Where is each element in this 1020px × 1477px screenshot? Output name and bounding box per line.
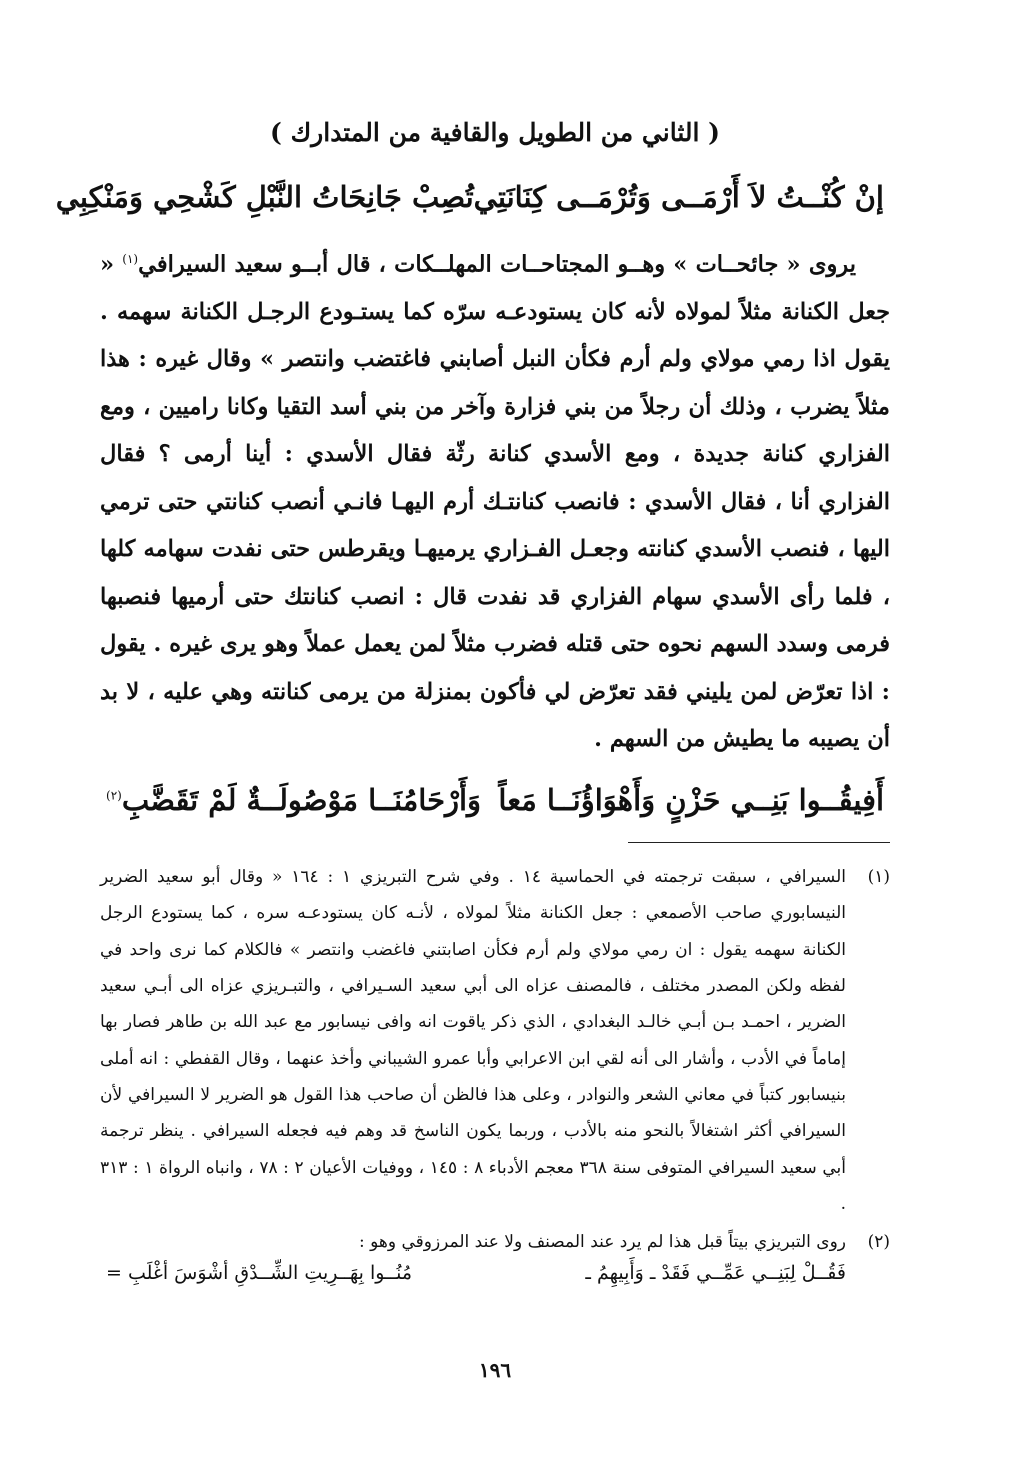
commentary-paragraph bbox=[100, 236, 890, 764]
footnote-1 bbox=[100, 859, 890, 1222]
footnote-separator bbox=[628, 842, 890, 843]
footnote-2-text: روى التبريزي بيتاً قبل هذا لم يرد عند المصنف ولا عند المرزوقي وهو : bbox=[358, 1232, 846, 1253]
footnote-ref-1: (١) bbox=[122, 251, 139, 266]
footnote-2-verse-second: مُنُــوا بِهَــرِيتِ الشِّــدْقِ أشْوَسَ أغْلَبِ = bbox=[106, 1262, 413, 1285]
footnote-2-verse-first: فَقُــلْ لِبَنِــي عَمِّــي فَقَدْ ـ وَأَبِيهِمُ ـ bbox=[585, 1262, 846, 1285]
verse-2-second-hemistich-wrap bbox=[106, 780, 481, 821]
footnote-2 bbox=[100, 1228, 890, 1289]
commentary-text: « جعل الكنانة مثلاً لمولاه لأنه كان يستودعـه سرّه كما يستـودع الرجـل الكنانة سهمه . يقول اذا رمي مولاي ولم أرم فكأن النبل أصابني فاغتضب وانتصر » وقال غيره : هذا مثلاً يضرب ، وذلك أن رجلاً من بني فزارة وآخر من بني أسد التقيا وكانا راميين ، ومع الفزاري كنانة جديدة ، ومع الأسدي كنانة رثّة فقال الأسدي : أينا أرمى ؟ فقال الفزاري أنا ، فقال الأسدي : فانصب كنانتـك أرم اليهـا فانـي أنصب كنانتي حتى ترمي اليها ، فنصب الأسدي كنانته وجعـل الفـزاري يرميهـا ويقرطس حتى نفدت سهامه كلها ، فلما رأى الأسدي سهام الفزاري قد نفدت قال : انصب كنانتك حتى أرميها فنصبها فرمى وسدد السهم نحوه حتى قتله فضرب مثلاً لمن يعمل عملاً وهو يرى غيره . يقول : اذا تعرّض لمن يليني فقد تعرّض لي فأكون بمنزلة من يرمى كنانته وهي عليه ، لا بد أن يصيبه ما يطيش من السهم . bbox=[100, 251, 890, 753]
footnote-ref-2: (٢) bbox=[106, 787, 122, 802]
verse-2-second-hemistich: وَأَرْحَامُنَــا مَوْصُولَــةٌ لَمْ تَقَضَّبِ bbox=[121, 782, 482, 817]
verse-line-2 bbox=[100, 780, 890, 821]
footnote-2-body bbox=[100, 1228, 846, 1289]
commentary-intro: يروى « جائحــات » وهــو المجتاحــات المهلــكات ، قال أبــو سعيد السيرافي bbox=[138, 251, 856, 278]
footnote-1-number: (١) bbox=[867, 867, 890, 888]
footnote-2-verse bbox=[100, 1257, 846, 1289]
page-number: ١٩٦ bbox=[478, 1358, 512, 1382]
footnote-1-text: السيرافي ، سبقت ترجمته في الحماسية ١٤ . وفي شرح التبريزي ١ : ١٦٤ « وقال أبو سعيد الضرير النيسابوري صاحب الأصمعي : جعل الكنانة مثلاً لمولاه ، لأنـه كان يستودعـه سره ، كما يستودع الرجل الكنانة سهمه يقول : ان رمي مولاي ولم أرم فكأن اصابتني فاغضب وانتصر » فالكلام كما نرى واحد في لفظه ولكن المصدر مختلف ، فالمصنف عزاه الى أبي سعيد السـيرافي ، والتبـريزي عزاه الى أبـي سعيد الضرير ، احمـد بـن أبـي خالـد البغدادي ، الذي ذكر ياقوت انه وافى نيسابور مع عبد الله بن طاهر فصار بها إماماً في الأدب ، وأشار الى أنه لقي ابن الاعرابي وأبا عمرو الشيباني وأخذ عنهما ، وقال القفطي : انه أملى بنيسابور كتباً في معاني الشعر والنوادر ، وعلى هذا فالظن أن صاحب هذا القول هو الضرير لا السيرافي لأن السيرافي أكثر اشتغالاً بالنحو منه بالأدب ، وربما يكون الناسخ قد وهم فيه فجعله السيرافي . ينظر ترجمة أبي سعيد السيرافي المتوفى سنة ٣٦٨ معجم الأدباء ٨ : ١٤٥ ، ووفيات الأعيان ٢ : ٧٨ ، وانباه الرواة ١ : ٣١٣ . bbox=[100, 867, 846, 1214]
verse-line-1 bbox=[55, 177, 890, 218]
verse-1-first-hemistich: إنْ كُنْــتُ لاَ أَرْمَــى وَتُرْمَــى كِنَانَتِي bbox=[473, 180, 884, 214]
verse-2-first-hemistich: أَفِيقُــوا بَنِــي حَزْنٍ وَأَهْوَاؤُنَــا مَعاً bbox=[498, 782, 884, 817]
footnote-2-number: (٢) bbox=[867, 1232, 890, 1253]
book-page bbox=[55, 100, 890, 1420]
section-heading: ( الثاني من الطويل والقافية من المتدارك ) bbox=[270, 118, 720, 147]
verse-1-second-hemistich: تُصِبْ جَانِحَاتُ النَّبْلِ كَشْحِي وَمَنْكِبِي bbox=[55, 180, 474, 214]
